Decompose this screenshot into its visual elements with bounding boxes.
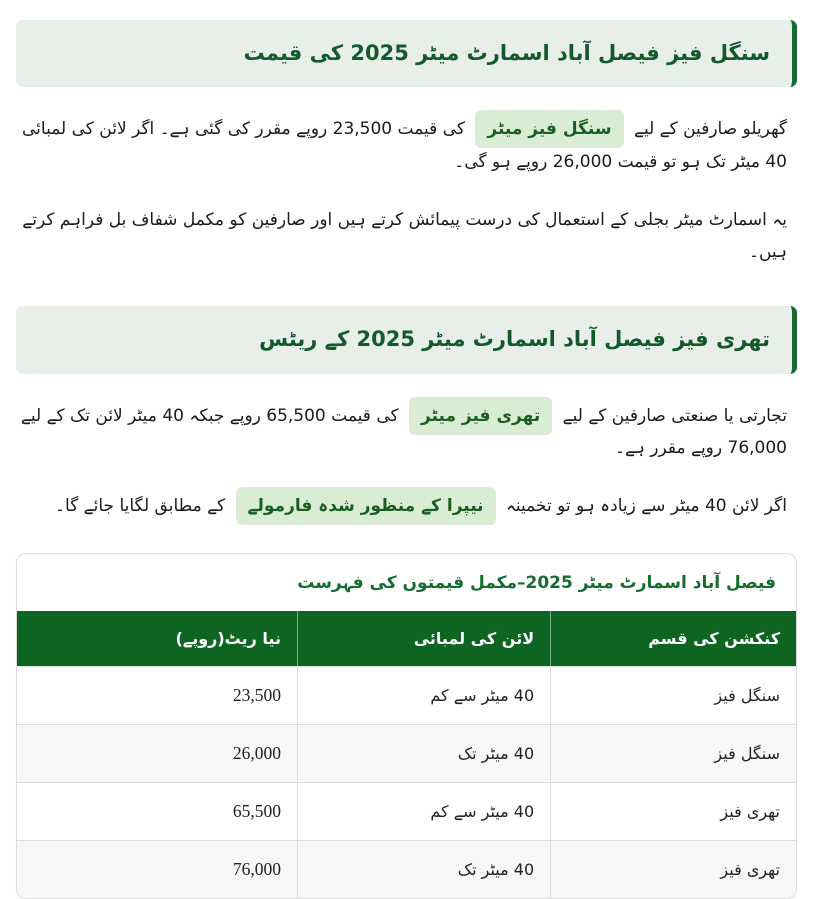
paragraph-single-phase-price	[16, 113, 787, 178]
cell-line-length: 40 میٹر تک	[297, 840, 550, 898]
table-row	[17, 724, 796, 782]
cell-connection-type: سنگل فیز	[551, 666, 796, 724]
cell-line-length: 40 میٹر سے کم	[297, 782, 550, 840]
cell-new-rate: 76,000	[17, 840, 297, 898]
column-header-connection-type: کنکشن کی قسم	[551, 611, 796, 667]
paragraph-nepra-formula	[16, 490, 787, 522]
cell-new-rate: 65,500	[17, 782, 297, 840]
highlight-single-phase-meter: سنگل فیز میٹر	[475, 110, 623, 148]
column-header-new-rate: نیا ریٹ(روپے)	[17, 611, 297, 667]
section-title-three-phase: تھری فیز فیصل آباد اسمارٹ میٹر 2025 کے ریٹس	[259, 327, 770, 352]
price-table-card	[16, 553, 797, 899]
text-run: تجارتی یا صنعتی صارفین کے لیے	[562, 405, 787, 426]
text-run: کے مطابق لگایا جائے گا۔	[55, 496, 226, 517]
cell-connection-type: سنگل فیز	[551, 724, 796, 782]
text-run: کی قیمت 65,500 روپے جبکہ 40 میٹر لائن تک کے لیے 76,000 روپے مقرر ہے۔	[20, 405, 787, 459]
table-row	[17, 840, 796, 898]
table-row	[17, 666, 796, 724]
table-caption: فیصل آباد اسمارٹ میٹر 2025–مکمل قیمتوں کی فہرست	[297, 572, 776, 593]
price-table	[17, 611, 796, 898]
highlight-nepra-formula: نیپرا کے منظور شدہ فارمولے	[236, 487, 496, 525]
highlight-three-phase-meter: تھری فیز میٹر	[409, 397, 552, 435]
paragraph-three-phase-price	[16, 400, 787, 465]
section-title-single-phase: سنگل فیز فیصل آباد اسمارٹ میٹر 2025 کی قیمت	[243, 41, 770, 65]
cell-line-length: 40 میٹر سے کم	[297, 666, 550, 724]
cell-connection-type: تھری فیز	[551, 782, 796, 840]
section-banner-single-phase	[16, 20, 797, 87]
cell-line-length: 40 میٹر تک	[297, 724, 550, 782]
text-run: کی قیمت 23,500 روپے مقرر کی گئی ہے۔ اگر لائن کی لمبائی 40 میٹر تک ہو تو قیمت 26,000 روپے ہو گی۔	[22, 119, 787, 172]
table-body	[17, 666, 796, 898]
paragraph-smart-meter-info: یہ اسمارٹ میٹر بجلی کے استعمال کی درست پیمائش کرتے ہیں اور صارفین کو مکمل شفاف بل فراہم کرتے ہیں۔	[22, 209, 787, 263]
cell-connection-type: تھری فیز	[551, 840, 796, 898]
table-header	[17, 611, 796, 667]
section-banner-three-phase	[16, 306, 797, 373]
table-row	[17, 782, 796, 840]
text-run: اگر لائن 40 میٹر سے زیادہ ہو تو تخمینہ	[505, 496, 787, 517]
column-header-line-length: لائن کی لمبائی	[297, 611, 550, 667]
cell-new-rate: 26,000	[17, 724, 297, 782]
cell-new-rate: 23,500	[17, 666, 297, 724]
text-run: گھریلو صارفین کے لیے	[633, 119, 787, 140]
table-header-row	[17, 611, 796, 667]
